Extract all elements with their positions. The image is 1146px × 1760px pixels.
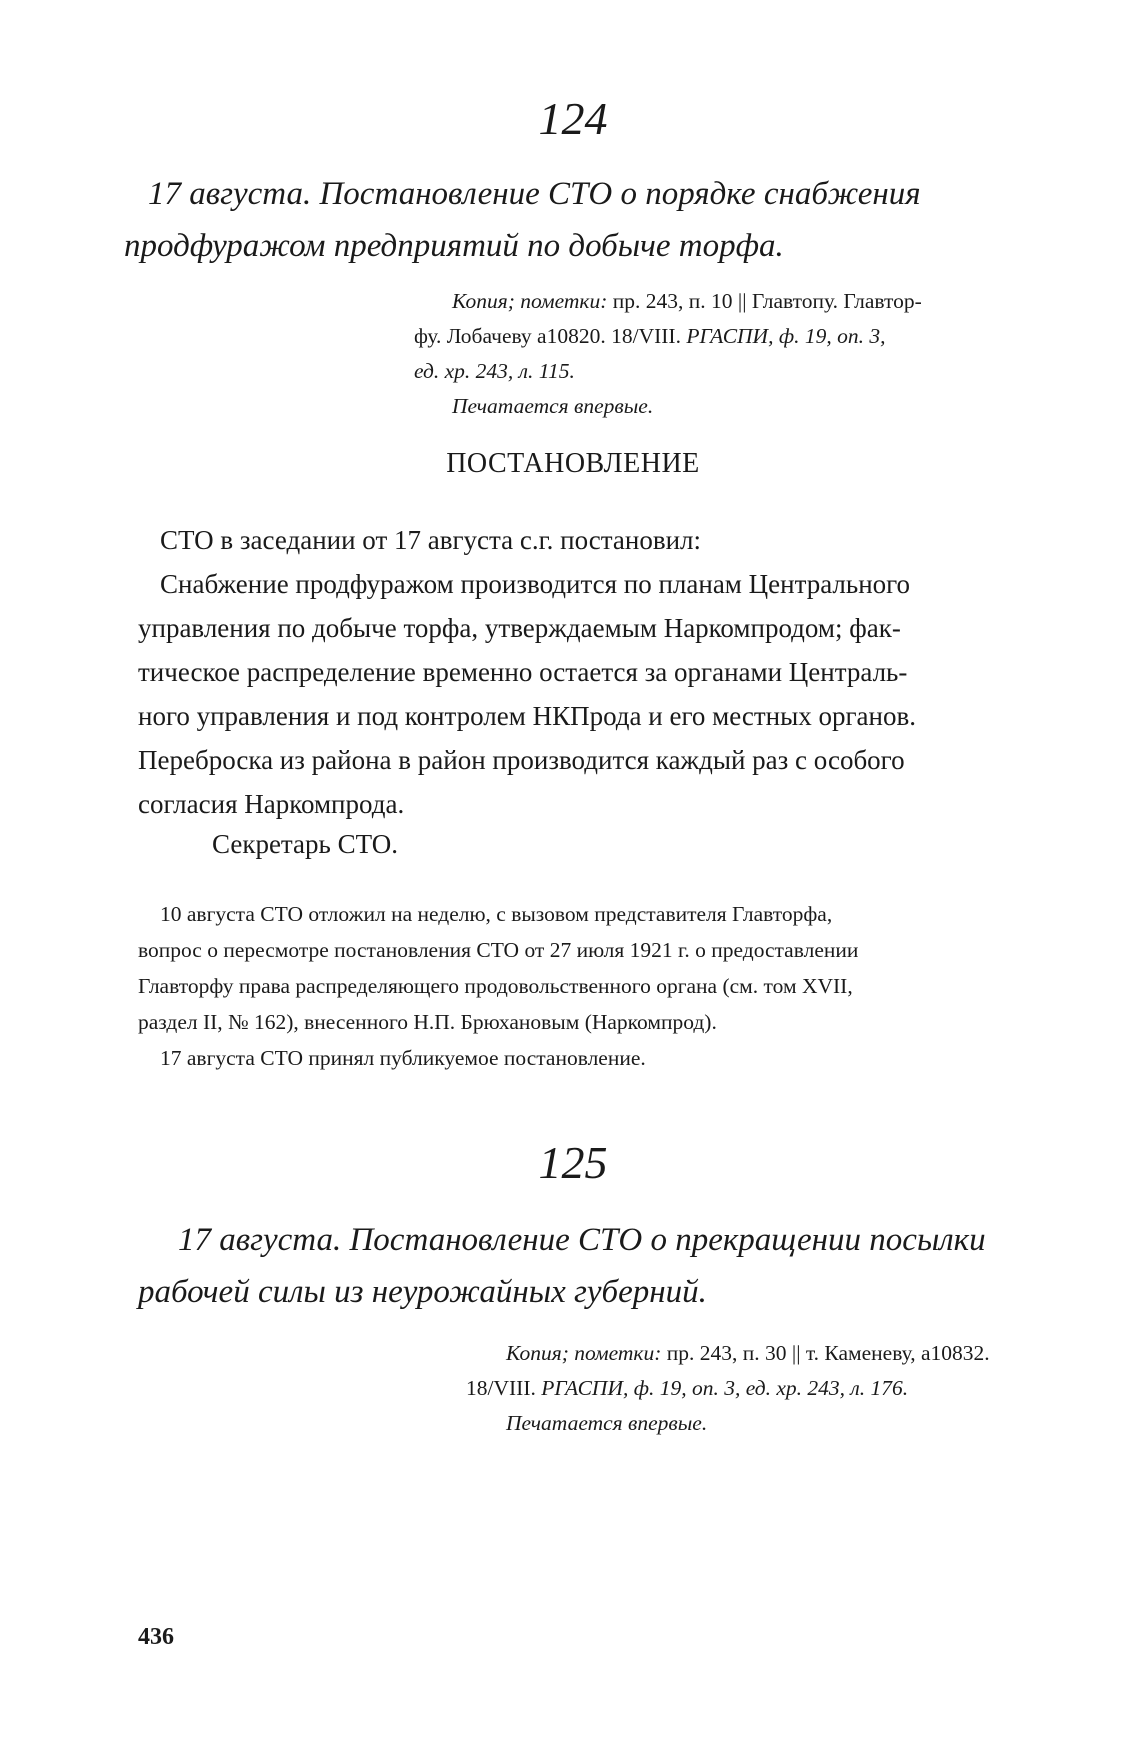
meta-text: фу. Лобачеву а10820. 18/VIII. <box>414 324 687 348</box>
archive-ref: РГАСПИ, ф. 19, оп. 3, <box>686 324 886 348</box>
title-line: 17 августа. Постановление СТО о порядке снабжения <box>148 176 921 212</box>
note-line: Главторфу права распределяющего продовольственного органа (см. том XVII, <box>138 974 853 998</box>
document-title-125 <box>138 1214 1038 1318</box>
meta-text: 18/VIII. <box>466 1376 542 1400</box>
note-line: раздел II, № 162), внесенного Н.П. Брюхановым (Наркомпрод). <box>138 1010 717 1034</box>
archive-ref: РГАСПИ, ф. 19, оп. 3, ед. хр. 243, л. 176. <box>541 1376 909 1400</box>
body-line: ного управления и под контролем НКПрода и его местных органов. <box>138 701 916 731</box>
meta-text: пр. 243, п. 30 || т. Каменеву, а10832. <box>661 1341 990 1365</box>
document-number-124: 124 <box>538 93 608 144</box>
body-line: согласия Наркомпрода. <box>138 789 405 819</box>
resolution-body <box>138 518 1038 826</box>
title-line: 17 августа. Постановление СТО о прекращении посылки <box>178 1222 986 1258</box>
copy-label: Копия; пометки: <box>506 1341 662 1365</box>
copy-label: Копия; пометки: <box>452 289 608 313</box>
document-title-124 <box>124 168 1038 272</box>
body-line: управления по добыче торфа, утверждаемым Наркомпродом; фак- <box>138 613 901 643</box>
title-line: рабочей силы из неурожайных губерний. <box>138 1274 707 1310</box>
page-number: 436 <box>138 1624 174 1650</box>
archive-ref: ед. хр. 243, л. 115. <box>414 359 575 383</box>
meta-line <box>466 1371 990 1406</box>
note-line: 10 августа СТО отложил на неделю, с вызовом представителя Главторфа, <box>160 902 833 926</box>
archive-reference-125 <box>466 1336 990 1441</box>
note-line: 17 августа СТО принял публикуемое постановление. <box>160 1046 646 1070</box>
printed-first-note: Печатается впервые. <box>452 394 654 418</box>
meta-text: пр. 243, п. 10 || Главтопу. Главтор- <box>607 289 922 313</box>
body-line: Снабжение продфуражом производится по планам Центрального <box>160 569 911 599</box>
section-heading: ПОСТАНОВЛЕНИЕ <box>446 448 700 479</box>
archive-reference-124 <box>414 284 922 424</box>
editorial-note-124 <box>138 896 1038 1076</box>
body-line: тическое распределение временно остается за органами Централь- <box>138 657 908 687</box>
meta-line <box>414 319 922 354</box>
title-line: продфуражом предприятий по добыче торфа. <box>124 228 784 264</box>
note-line: вопрос о пересмотре постановления СТО от 27 июля 1921 г. о предоставлении <box>138 938 859 962</box>
document-number-125: 125 <box>538 1137 608 1188</box>
meta-line <box>506 1336 990 1371</box>
body-line: СТО в заседании от 17 августа с.г. постановил: <box>160 525 702 555</box>
signature: Секретарь СТО. <box>212 829 398 859</box>
body-line: Переброска из района в район производится каждый раз с особого <box>138 745 905 775</box>
printed-first-note: Печатается впервые. <box>506 1411 708 1435</box>
meta-line <box>452 284 922 319</box>
